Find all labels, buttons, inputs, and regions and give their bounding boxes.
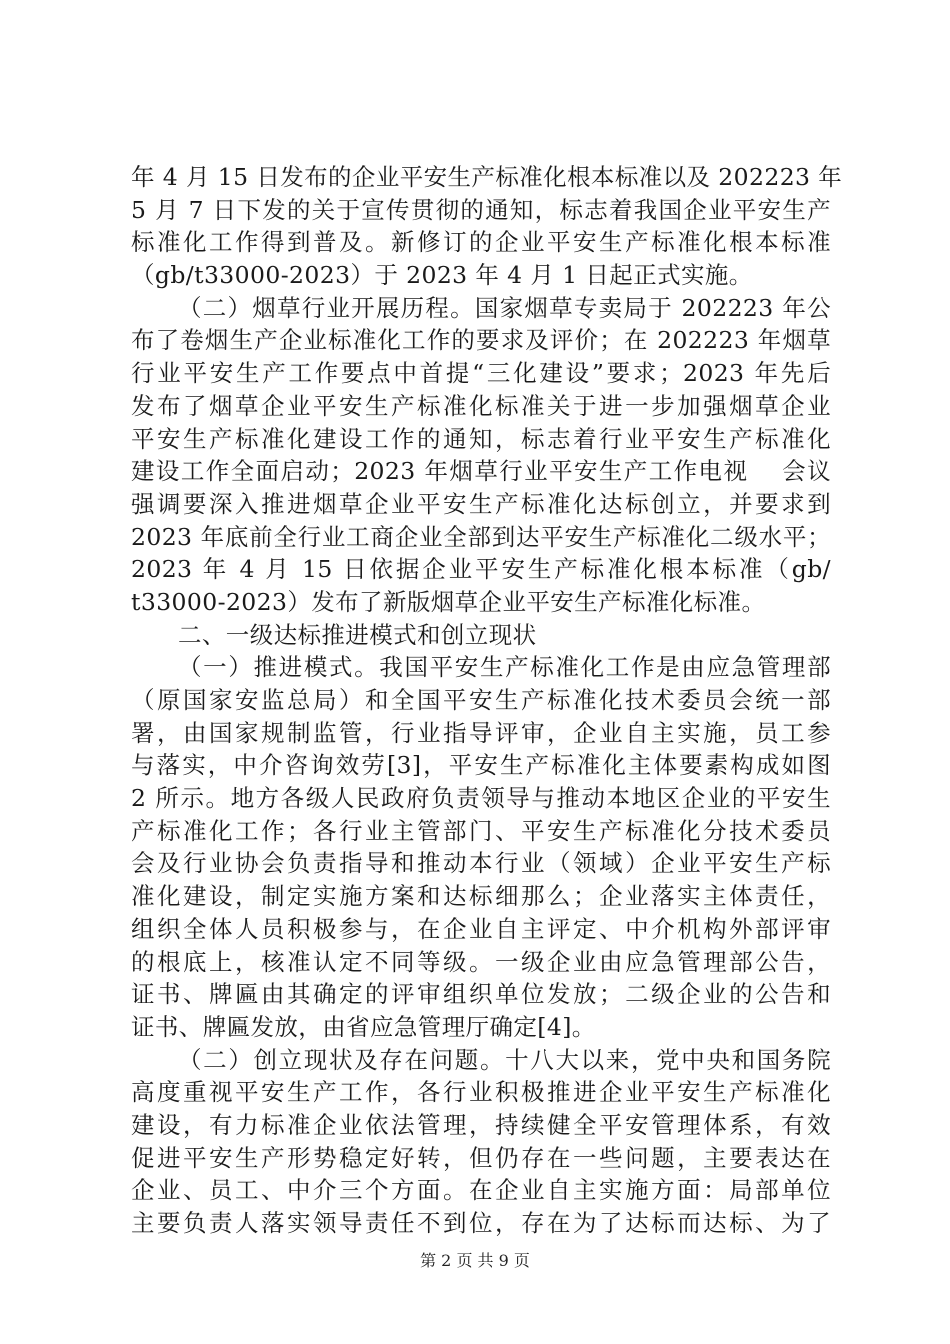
text-line: 的根底上，核准认定不同等级。一级企业由应急管理部公告， — [131, 947, 831, 976]
text-line: 2023 年底前全行业工商企业全部到达平安生产标准化二级水平； — [131, 522, 831, 551]
text-line: （gb/t33000-2023）于 2023 年 4 月 1 日起正式实施。 — [131, 261, 753, 290]
text-line: 标准化工作得到普及。新修订的企业平安生产标准化根本标准 — [131, 228, 831, 257]
text-line: 年 4 月 15 日发布的企业平安生产标准化根本标准以及 202223 年 — [131, 163, 843, 191]
text-line: t33000-2023）发布了新版烟草企业平安生产标准化标准。 — [131, 587, 766, 616]
text-line: 5 月 7 日下发的关于宣传贯彻的通知，标志着我国企业平安生产 — [131, 195, 831, 224]
text-line: 促进平安生产形势稳定好转，但仍存在一些问题，主要表达在 — [131, 1143, 831, 1172]
text-line: 会及行业协会负责指导和推动本行业（领域）企业平安生产标 — [131, 849, 831, 878]
text-line: （二）创立现状及存在问题。十八大以来，党中央和国务院 — [178, 1045, 831, 1074]
text-line: 企业、员工、中介三个方面。在企业自主实施方面：局部单位 — [131, 1176, 831, 1205]
text-line: 与落实，中介咨询效劳[3]，平安生产标准化主体要素构成如图 — [131, 751, 831, 780]
text-line: 布了卷烟生产企业标准化工作的要求及评价；在 202223 年烟草 — [131, 326, 831, 355]
text-line: （原国家安监总局）和全国平安生产标准化技术委员会统一部 — [131, 686, 831, 714]
text-line: 高度重视平安生产工作，各行业积极推进企业平安生产标准化 — [131, 1078, 831, 1107]
text-line: （二）烟草行业开展历程。国家烟草专卖局于 202223 年公 — [178, 293, 831, 322]
text-line: 行业平安生产工作要点中首提“三化建设”要求；2023 年先后 — [131, 359, 831, 388]
text-line: （一）推进模式。我国平安生产标准化工作是由应急管理部 — [178, 653, 831, 682]
section-heading: 二、一级达标推进模式和创立现状 — [178, 620, 537, 649]
text-line: 证书、牌匾发放，由省应急管理厅确定[4]。 — [131, 1012, 596, 1041]
text-line: 组织全体人员积极参与，在企业自主评定、中介机构外部评审 — [131, 914, 831, 943]
text-line: 证书、牌匾由其确定的评审组织单位发放；二级企业的公告和 — [131, 980, 831, 1009]
text-line: 平安生产标准化建设工作的通知，标志着行业平安生产标准化 — [131, 424, 831, 453]
text-line: 产标准化工作；各行业主管部门、平安生产标准化分技术委员 — [131, 816, 831, 845]
text-line: 主要负责人落实领导责任不到位，存在为了达标而达标、为了 — [131, 1209, 831, 1237]
text-line: 2 所示。地方各级人民政府负责领导与推动本地区企业的平安生 — [131, 784, 831, 813]
text-line: 建设工作全面启动；2023 年烟草行业平安生产工作电视 会议 — [131, 457, 831, 486]
text-line: 准化建设，制定实施方案和达标细那么；企业落实主体责任， — [131, 882, 831, 911]
text-line: 署，由国家规制监管，行业指导评审，企业自主实施，员工参 — [131, 718, 831, 747]
text-line: 强调要深入推进烟草企业平安生产标准化达标创立，并要求到 — [131, 489, 831, 518]
text-line: 2023 年 4 月 15 日依据企业平安生产标准化根本标准（gb/ — [131, 555, 831, 584]
page-footer: 第 2 页 共 9 页 — [420, 1251, 530, 1270]
text-line: 建设，有力标准企业依法管理，持续健全平安管理体系，有效 — [131, 1110, 831, 1139]
text-line: 发布了烟草企业平安生产标准化标准关于进一步加强烟草企业 — [131, 391, 831, 420]
